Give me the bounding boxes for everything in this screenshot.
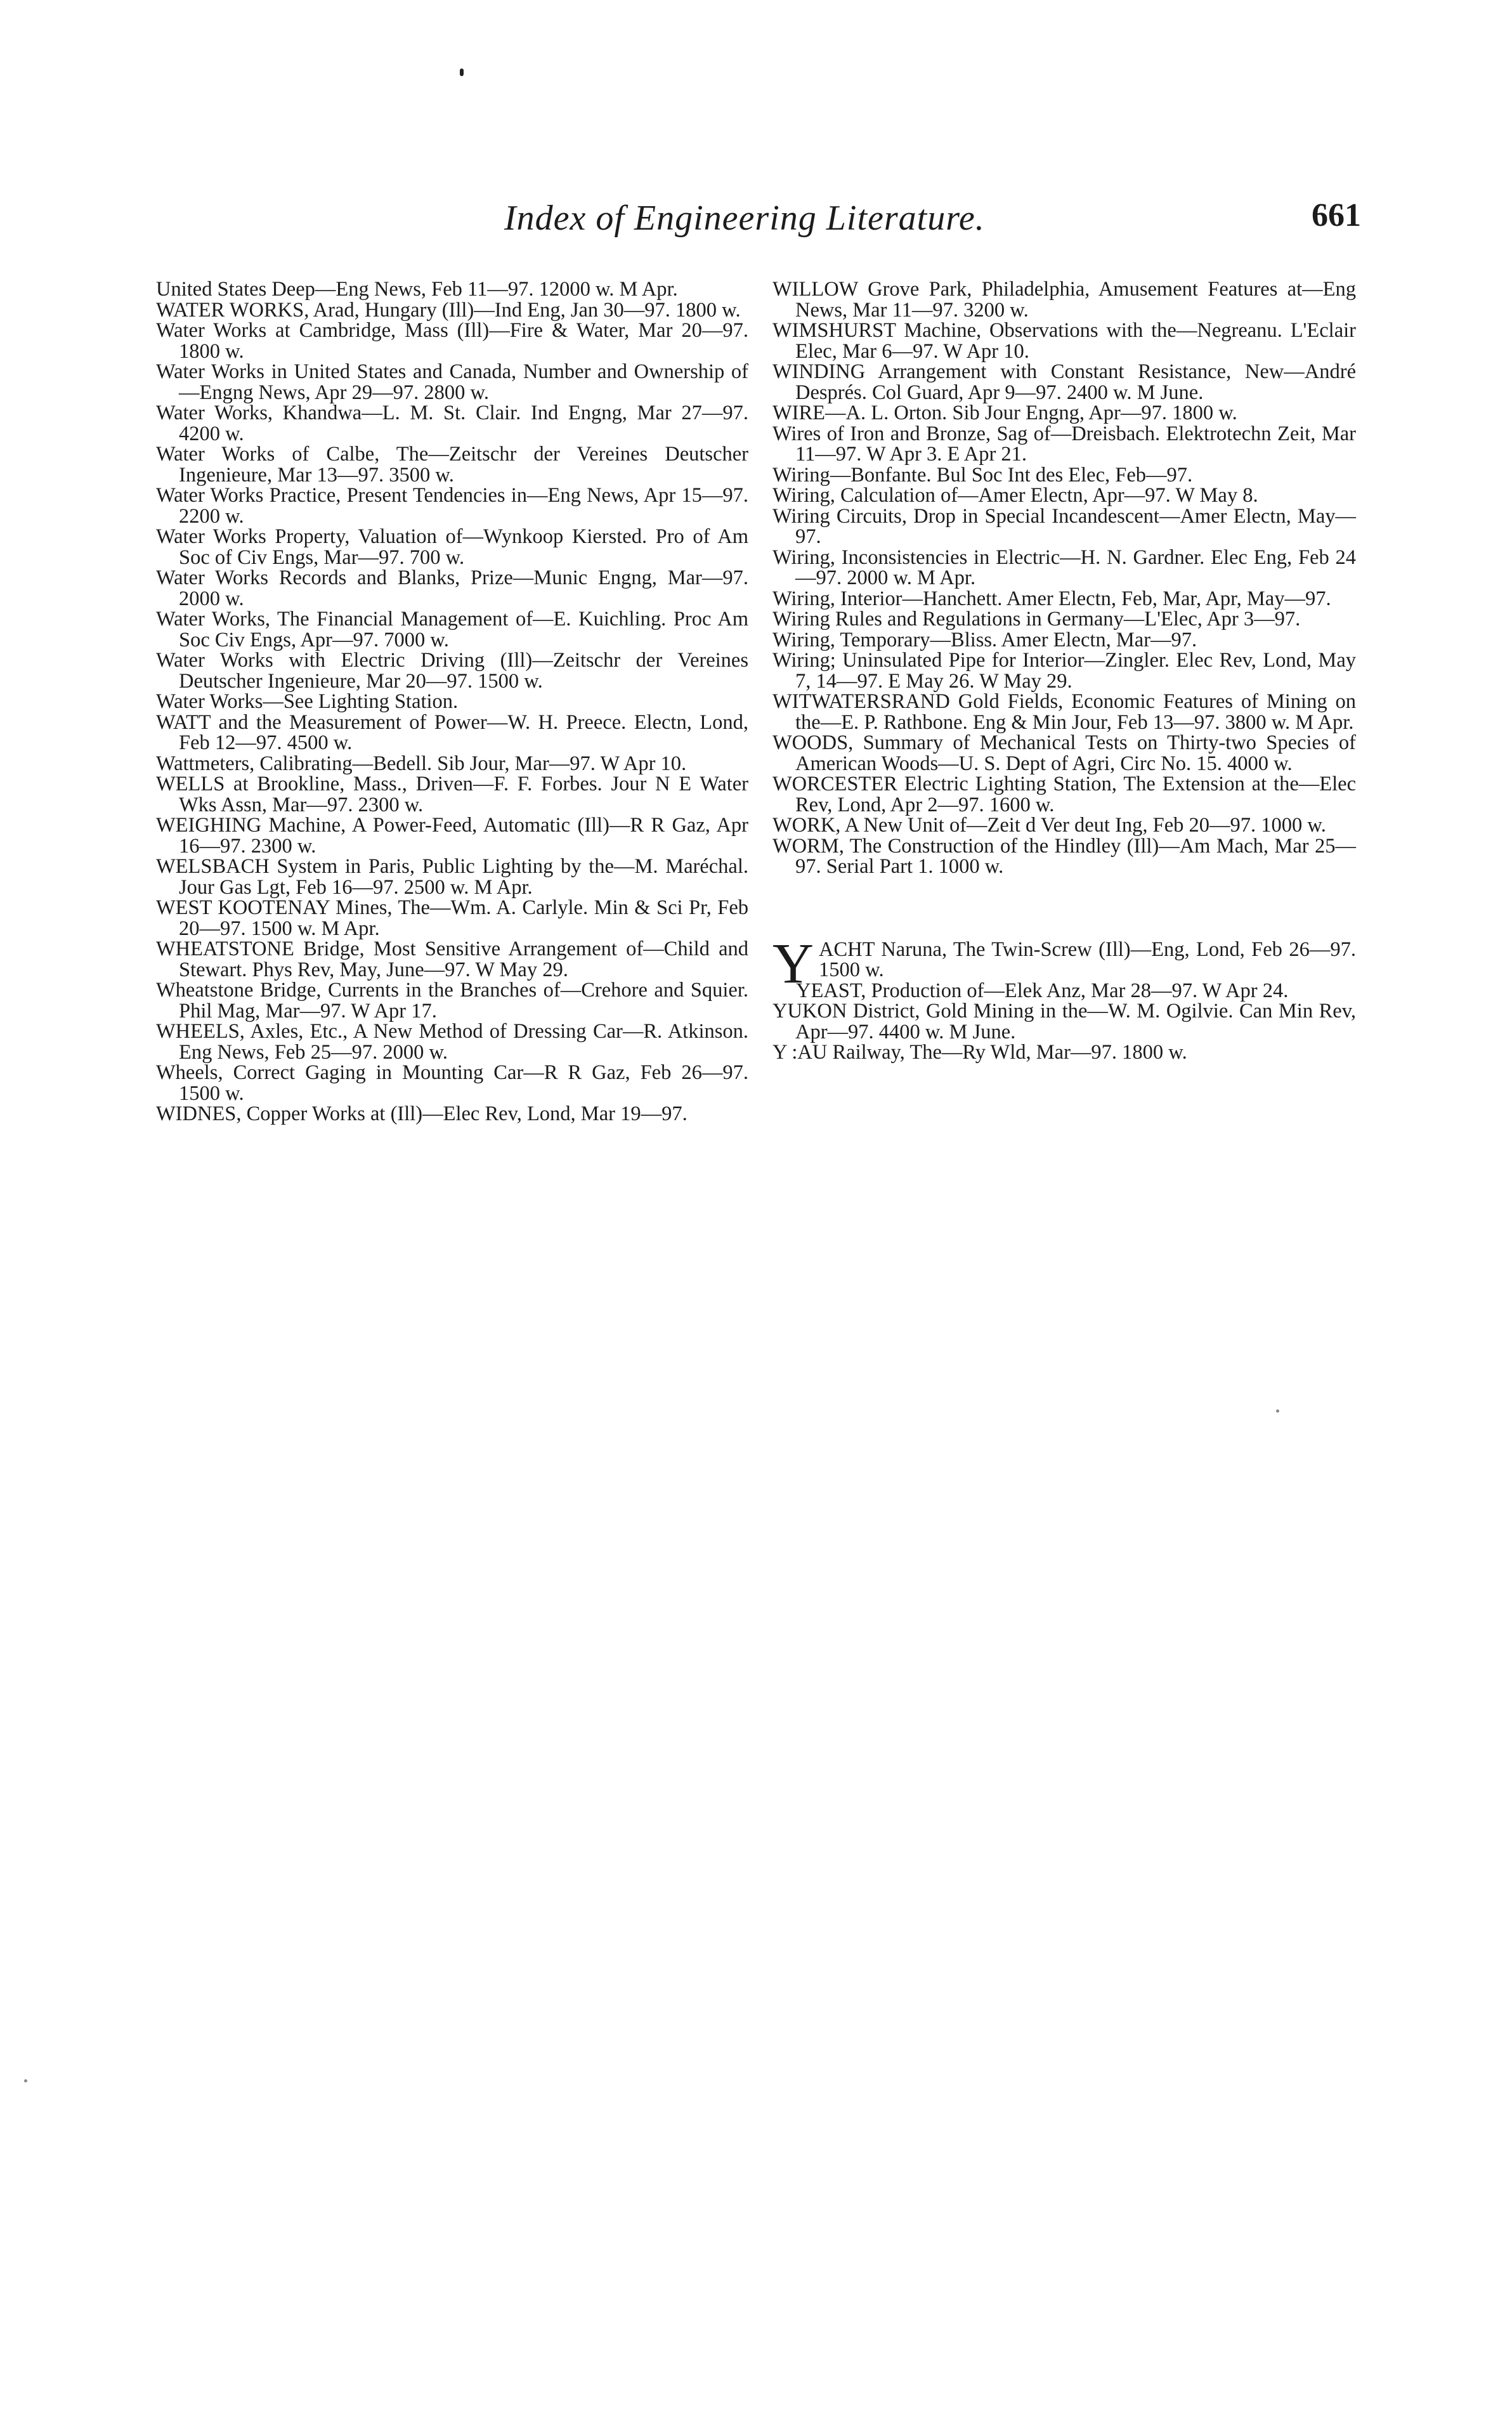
- index-entry: WIDNES, Copper Works at (Ill)—Elec Rev, Lond, Mar 19—97.: [156, 1102, 688, 1125]
- index-entry: Wiring; Uninsulated Pipe for Interior—Zingler. Elec Rev, Lond, May 7, 14—97. E May 26. W May 29.: [772, 649, 1356, 693]
- page-header: [0, 190, 1512, 241]
- index-entry: Wires of Iron and Bronze, Sag of—Dreisbach. Elektrotechn Zeit, Mar 11—97. W Apr 3. E Apr 21.: [772, 422, 1356, 466]
- index-entry: Wiring, Calculation of—Amer Electn, Apr—97. W May 8.: [772, 484, 1258, 507]
- index-entry: WEST KOOTENAY Mines, The—Wm. A. Carlyle. Min & Sci Pr, Feb 20—97. 1500 w. M Apr.: [156, 896, 748, 940]
- index-entry: WINDING Arrangement with Constant Resistance, New—André Després. Col Guard, Apr 9—97. 2400 w. M June.: [772, 360, 1356, 404]
- index-entry: Wiring, Temporary—Bliss. Amer Electn, Mar—97.: [772, 628, 1197, 651]
- index-entry: Water Works of Calbe, The—Zeitschr der Vereines Deutscher Ingenieure, Mar 13—97. 3500 w.: [156, 443, 748, 487]
- index-entry: Wiring, Interior—Hanchett. Amer Electn, Feb, Mar, Apr, May—97.: [772, 587, 1331, 610]
- index-entry: Wheatstone Bridge, Currents in the Branches of—Crehore and Squier. Phil Mag, Mar—97. W Apr 17.: [156, 979, 748, 1023]
- paper-speck: [24, 2079, 27, 2082]
- index-entry: Wiring Circuits, Drop in Special Incandescent—Amer Electn, May—97.: [772, 504, 1356, 548]
- index-entry: United States Deep—Eng News, Feb 11—97. 12000 w. M Apr.: [156, 278, 678, 301]
- index-entry: YEAST, Production of—Elek Anz, Mar 28—97. W Apr 24.: [796, 979, 1289, 1002]
- index-entry: WORK, A New Unit of—Zeit d Ver deut Ing, Feb 20—97. 1000 w.: [772, 814, 1326, 837]
- index-entry: Wiring, Inconsistencies in Electric—H. N. Gardner. Elec Eng, Feb 24—97. 2000 w. M Apr.: [772, 546, 1356, 589]
- index-entry: WHEELS, Axles, Etc., A New Method of Dressing Car—R. Atkinson. Eng News, Feb 25—97. 2000 w.: [156, 1020, 748, 1064]
- page-number: 661: [1312, 197, 1361, 233]
- index-entry: WELLS at Brookline, Mass., Driven—F. F. Forbes. Jour N E Water Wks Assn, Mar—97. 2300 w.: [156, 773, 748, 816]
- index-entry: Water Works in United States and Canada, Number and Ownership of—Engng News, Apr 29—97. 2800 w.: [156, 360, 748, 404]
- index-entry: WIRE—A. L. Orton. Sib Jour Engng, Apr—97. 1800 w.: [772, 402, 1237, 424]
- index-entry: Y :AU Railway, The—Ry Wld, Mar—97. 1800 w.: [772, 1041, 1187, 1064]
- index-entry: WORCESTER Electric Lighting Station, The Extension at the—Elec Rev, Lond, Apr 2—97. 1600 w.: [772, 773, 1356, 816]
- index-entry: WOODS, Summary of Mechanical Tests on Thirty-two Species of American Woods—U. S. Dept of Agri, Circ No. 15. 4000 w.: [772, 731, 1356, 775]
- paper-speck: [1276, 1409, 1279, 1413]
- index-entry: Water Works, The Financial Management of—E. Kuichling. Proc Am Soc Civ Engs, Apr—97. 7000 w.: [156, 608, 748, 651]
- right-column: [772, 279, 1356, 1063]
- index-entry: Water Works Property, Valuation of—Wynkoop Kiersted. Pro of Am Soc of Civ Engs, Mar—97. 700 w.: [156, 525, 748, 569]
- section-gap: [772, 877, 1356, 939]
- index-entry: Wiring—Bonfante. Bul Soc Int des Elec, Feb—97.: [772, 463, 1193, 487]
- drop-cap-letter: Y: [772, 932, 814, 995]
- entry-text: ACHT Naruna, The Twin-Screw (Ill)—Eng, Lond, Feb 26—97. 1500 w.: [819, 938, 1356, 981]
- left-column: [156, 279, 748, 1125]
- index-entry: Water Works—See Lighting Station.: [156, 690, 459, 713]
- index-entry: WATT and the Measurement of Power—W. H. Preece. Electn, Lond, Feb 12—97. 4500 w.: [156, 710, 748, 754]
- index-entry: WELSBACH System in Paris, Public Lighting by the—M. Maréchal. Jour Gas Lgt, Feb 16—97. 2500 w. M Apr.: [156, 855, 748, 899]
- index-entry: Wheels, Correct Gaging in Mounting Car—R R Gaz, Feb 26—97. 1500 w.: [156, 1061, 748, 1105]
- index-entry: Water Works with Electric Driving (Ill)—Zeitschr der Vereines Deutscher Ingenieure, Mar 20—97. 1500 w.: [156, 649, 748, 693]
- index-entry: WIMSHURST Machine, Observations with the—Negreanu. L'Eclair Elec, Mar 6—97. W Apr 10.: [772, 319, 1356, 363]
- running-title: Index of Engineering Literature.: [504, 199, 985, 238]
- index-entry: WEIGHING Machine, A Power-Feed, Automatic (Ill)—R R Gaz, Apr 16—97. 2300 w.: [156, 814, 748, 858]
- ink-mark: [460, 69, 464, 76]
- index-entry: WILLOW Grove Park, Philadelphia, Amusement Features at—Eng News, Mar 11—97. 3200 w.: [772, 278, 1356, 322]
- index-entry: Water Works Records and Blanks, Prize—Munic Engng, Mar—97. 2000 w.: [156, 566, 748, 610]
- index-entry: YUKON District, Gold Mining in the—W. M. Ogilvie. Can Min Rev, Apr—97. 4400 w. M June.: [772, 1000, 1356, 1043]
- index-entry: Water Works Practice, Present Tendencies in—Eng News, Apr 15—97. 2200 w.: [156, 484, 748, 528]
- index-entry: WORM, The Construction of the Hindley (Ill)—Am Mach, Mar 25—97. Serial Part 1. 1000 w.: [772, 834, 1356, 878]
- index-entry: Water Works, Khandwa—L. M. St. Clair. Ind Engng, Mar 27—97. 4200 w.: [156, 402, 748, 445]
- index-entry: Water Works at Cambridge, Mass (Ill)—Fire & Water, Mar 20—97. 1800 w.: [156, 319, 748, 363]
- index-entry: WATER WORKS, Arad, Hungary (Ill)—Ind Eng, Jan 30—97. 1800 w.: [156, 298, 741, 322]
- index-entry: WITWATERSRAND Gold Fields, Economic Features of Mining on the—E. P. Rathbone. Eng & Min Jour, Feb 13—97. 3800 w. M Apr.: [772, 690, 1356, 734]
- index-entry: Wattmeters, Calibrating—Bedell. Sib Jour, Mar—97. W Apr 10.: [156, 752, 687, 775]
- index-entry: Wiring Rules and Regulations in Germany—L'Elec, Apr 3—97.: [772, 608, 1301, 631]
- index-entry: WHEATSTONE Bridge, Most Sensitive Arrangement of—Child and Stewart. Phys Rev, May, June—97. W May 29.: [156, 938, 748, 981]
